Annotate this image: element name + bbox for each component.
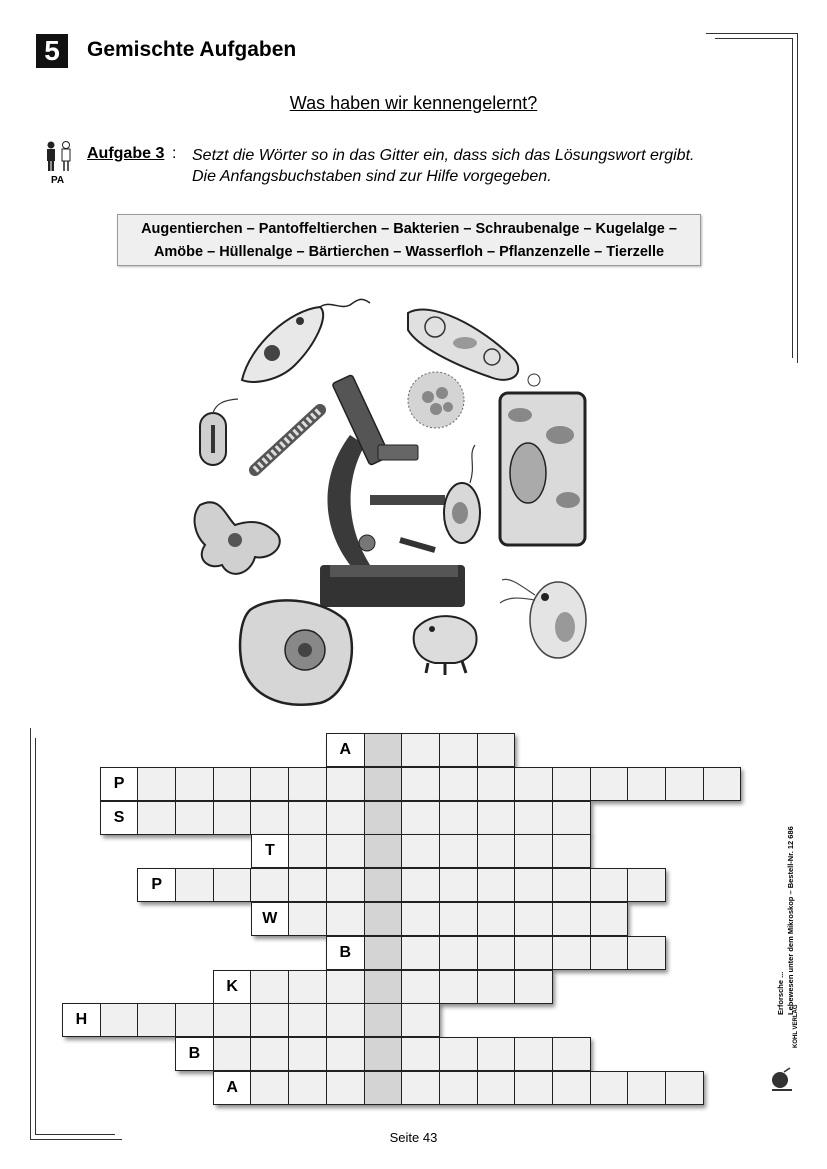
crossword-row-3: [100, 801, 590, 835]
crossword-cell[interactable]: [288, 1071, 327, 1105]
chapter-number-badge: 5: [36, 34, 68, 68]
crossword-cell[interactable]: [288, 1037, 327, 1071]
crossword-cell[interactable]: [326, 868, 365, 902]
crossword-start-letter[interactable]: B: [326, 936, 365, 970]
word-list-line2: Amöbe – Hüllenalge – Bärtierchen – Wasserfloh – Pflanzenzelle – Tierzelle: [153, 244, 665, 260]
word-list-box: [117, 214, 701, 266]
crossword-cell[interactable]: [477, 767, 516, 801]
crossword-row-9: [62, 1003, 439, 1037]
crossword-row-10: [175, 1037, 590, 1071]
crossword-cell[interactable]: [552, 801, 591, 835]
crossword-cell[interactable]: [552, 902, 591, 936]
amoeba-icon: [195, 502, 280, 574]
crossword-start-letter[interactable]: K: [213, 970, 252, 1004]
crossword-cell[interactable]: [590, 936, 629, 970]
crossword-cell[interactable]: [250, 868, 289, 902]
corner-line-top-right-h2: [715, 38, 793, 39]
crossword-solution-cell[interactable]: [364, 936, 403, 970]
crossword-solution-cell[interactable]: [364, 834, 403, 868]
crossword-row-6: [251, 902, 628, 936]
crossword-cell[interactable]: [401, 834, 440, 868]
crossword-solution-cell[interactable]: [364, 902, 403, 936]
water-flea-icon: [500, 579, 586, 658]
crossword-cell[interactable]: [250, 1003, 289, 1037]
crossword-cell[interactable]: [401, 1071, 440, 1105]
crossword-start-letter[interactable]: W: [251, 902, 290, 936]
crossword-solution-cell[interactable]: [364, 767, 403, 801]
crossword-start-letter[interactable]: S: [100, 801, 139, 835]
crossword-cell[interactable]: [288, 801, 327, 835]
crossword-cell[interactable]: [137, 801, 176, 835]
publication-info: [776, 826, 796, 1015]
crossword-cell[interactable]: [175, 801, 214, 835]
crossword-cell[interactable]: [326, 902, 365, 936]
microorganisms-illustration: [180, 285, 620, 715]
crossword-cell[interactable]: [477, 801, 516, 835]
crossword-cell[interactable]: [477, 1071, 516, 1105]
crossword-cell[interactable]: [175, 868, 214, 902]
crossword-cell[interactable]: [439, 970, 478, 1004]
crossword-cell[interactable]: [514, 1071, 553, 1105]
crossword-cell[interactable]: [250, 767, 289, 801]
crossword-solution-cell[interactable]: [364, 1003, 403, 1037]
crossword-solution-cell[interactable]: [364, 1037, 403, 1071]
chapter-title: Gemischte Aufgaben: [87, 38, 297, 61]
crossword-cell[interactable]: [514, 868, 553, 902]
crossword-cell[interactable]: [439, 936, 478, 970]
crossword-cell[interactable]: [627, 767, 666, 801]
task-instructions-line1: Setzt die Wörter so in das Gitter ein, dass sich das Lösungswort ergibt.: [192, 147, 695, 164]
crossword-cell[interactable]: [250, 801, 289, 835]
corner-line-top-right-v1: [797, 33, 798, 363]
crossword-cell[interactable]: [175, 767, 214, 801]
euglena-icon: [242, 299, 370, 381]
task-label: Aufgabe 3: [87, 145, 165, 162]
crossword-cell[interactable]: [326, 970, 365, 1004]
task-instructions: [192, 145, 772, 187]
crossword-start-letter[interactable]: B: [175, 1037, 214, 1071]
crossword-cell[interactable]: [552, 1037, 591, 1071]
crossword-solution-cell[interactable]: [364, 733, 403, 767]
crossword-cell[interactable]: [288, 902, 327, 936]
crossword-cell[interactable]: [439, 1071, 478, 1105]
crossword-cell[interactable]: [514, 1037, 553, 1071]
crossword-cell[interactable]: [514, 970, 553, 1004]
crossword-cell[interactable]: [439, 902, 478, 936]
crossword-start-letter[interactable]: T: [251, 834, 290, 868]
crossword-cell[interactable]: [137, 767, 176, 801]
crossword-row-1: [326, 733, 514, 767]
crossword-cell[interactable]: [590, 1071, 629, 1105]
crossword-cell[interactable]: [439, 733, 478, 767]
task-instructions-line2: Die Anfangsbuchstaben sind zur Hilfe vorgegeben.: [192, 168, 552, 185]
crossword-cell[interactable]: [514, 767, 553, 801]
crossword-cell[interactable]: [552, 936, 591, 970]
crossword-cell[interactable]: [401, 902, 440, 936]
crossword-cell[interactable]: [439, 767, 478, 801]
crossword-start-letter[interactable]: H: [62, 1003, 101, 1037]
corner-line-bottom-left-v2: [35, 738, 36, 1135]
crossword-row-11: [213, 1071, 703, 1105]
crossword-cell[interactable]: [250, 970, 289, 1004]
publisher-logo-icon: [768, 1066, 798, 1096]
crossword-cell[interactable]: [288, 834, 327, 868]
crossword-cell[interactable]: [477, 733, 516, 767]
crossword-solution-cell[interactable]: [364, 868, 403, 902]
crossword-cell[interactable]: [288, 868, 327, 902]
tardigrade-icon: [414, 616, 477, 675]
crossword-cell[interactable]: [665, 767, 704, 801]
corner-line-top-right-h1: [706, 33, 798, 34]
crossword-cell[interactable]: [627, 868, 666, 902]
crossword-start-letter[interactable]: A: [213, 1071, 252, 1105]
crossword-cell[interactable]: [326, 801, 365, 835]
crossword-cell[interactable]: [590, 902, 629, 936]
crossword-cell[interactable]: [477, 1037, 516, 1071]
crossword-row-7: [326, 936, 665, 970]
crossword-cell[interactable]: [514, 801, 553, 835]
page-heading: Was haben wir kennengelernt?: [289, 93, 538, 113]
crossword-cell[interactable]: [514, 834, 553, 868]
crossword-cell[interactable]: [439, 868, 478, 902]
crossword-cell[interactable]: [514, 902, 553, 936]
task-colon: :: [172, 145, 177, 162]
crossword-cell[interactable]: [401, 970, 440, 1004]
crossword-cell[interactable]: [477, 936, 516, 970]
publisher-name: KOHL VERLAG: [793, 1004, 799, 1048]
volvox-icon: [408, 372, 464, 428]
crossword-cell[interactable]: [439, 1037, 478, 1071]
crossword-cell[interactable]: [477, 834, 516, 868]
crossword-cell[interactable]: [213, 1003, 252, 1037]
crossword-cell[interactable]: [288, 970, 327, 1004]
crossword-cell[interactable]: [439, 801, 478, 835]
crossword-cell[interactable]: [552, 868, 591, 902]
crossword-solution-cell[interactable]: [364, 970, 403, 1004]
crossword-cell[interactable]: [477, 868, 516, 902]
publication-series: Erforsche ...: [776, 971, 785, 1015]
crossword-cell[interactable]: [552, 767, 591, 801]
publication-title: Lebewesen unter dem Mikroskop – Bestell-Nr. 12 686: [786, 826, 795, 1015]
animal-cell-icon: [240, 600, 352, 704]
crossword-cell[interactable]: [401, 868, 440, 902]
crossword-cell[interactable]: [401, 767, 440, 801]
crossword-cell[interactable]: [100, 1003, 139, 1037]
crossword-row-8: [213, 970, 552, 1004]
crossword-cell[interactable]: [514, 936, 553, 970]
crossword-row-5: [137, 868, 665, 902]
crossword-cell[interactable]: [326, 1003, 365, 1037]
crossword-row-2: [100, 767, 741, 801]
flagellate-alga-icon: [444, 445, 480, 543]
crossword-cell[interactable]: [175, 1003, 214, 1037]
crossword-cell[interactable]: [401, 801, 440, 835]
partner-work-label: PA: [51, 175, 65, 186]
crossword-cell[interactable]: [326, 767, 365, 801]
crossword-start-letter[interactable]: A: [326, 733, 365, 767]
crossword-cell[interactable]: [401, 733, 440, 767]
crossword-cell[interactable]: [552, 834, 591, 868]
crossword-cell[interactable]: [401, 936, 440, 970]
crossword-cell[interactable]: [326, 1071, 365, 1105]
crossword-cell[interactable]: [477, 902, 516, 936]
crossword-cell[interactable]: [590, 868, 629, 902]
word-list-line1: Augentierchen – Pantoffeltierchen – Bakterien – Schraubenalge – Kugelalge –: [141, 221, 677, 237]
crossword-cell[interactable]: [401, 1037, 440, 1071]
crossword-solution-cell[interactable]: [364, 1071, 403, 1105]
crossword-cell[interactable]: [288, 1003, 327, 1037]
crossword-row-4: [251, 834, 590, 868]
page-number: Seite 43: [389, 1130, 438, 1145]
crossword-cell[interactable]: [137, 1003, 176, 1037]
crossword-cell[interactable]: [213, 868, 252, 902]
crossword-cell[interactable]: [401, 1003, 440, 1037]
crossword-cell[interactable]: [213, 801, 252, 835]
crossword-cell[interactable]: [326, 1037, 365, 1071]
crossword-cell[interactable]: [213, 1037, 252, 1071]
crossword-start-letter[interactable]: P: [137, 868, 176, 902]
crossword-cell[interactable]: [326, 834, 365, 868]
partner-work-icon: [42, 140, 76, 188]
crossword-cell[interactable]: [590, 767, 629, 801]
crossword-cell[interactable]: [703, 767, 742, 801]
crossword-solution-cell[interactable]: [364, 801, 403, 835]
crossword-cell[interactable]: [439, 834, 478, 868]
crossword-cell[interactable]: [250, 1071, 289, 1105]
corner-line-bottom-left-v1: [30, 728, 31, 1140]
crossword-cell[interactable]: [665, 1071, 704, 1105]
crossword-cell[interactable]: [627, 936, 666, 970]
crossword-cell[interactable]: [213, 767, 252, 801]
crossword-start-letter[interactable]: P: [100, 767, 139, 801]
bacterium-icon: [200, 399, 238, 465]
plant-cell-icon: [500, 393, 585, 545]
spiral-alga-icon: [255, 410, 320, 470]
crossword-cell[interactable]: [552, 1071, 591, 1105]
crossword-cell[interactable]: [250, 1037, 289, 1071]
crossword-cell[interactable]: [288, 767, 327, 801]
crossword-cell[interactable]: [477, 970, 516, 1004]
corner-line-top-right-v2: [792, 38, 793, 358]
crossword-cell[interactable]: [627, 1071, 666, 1105]
